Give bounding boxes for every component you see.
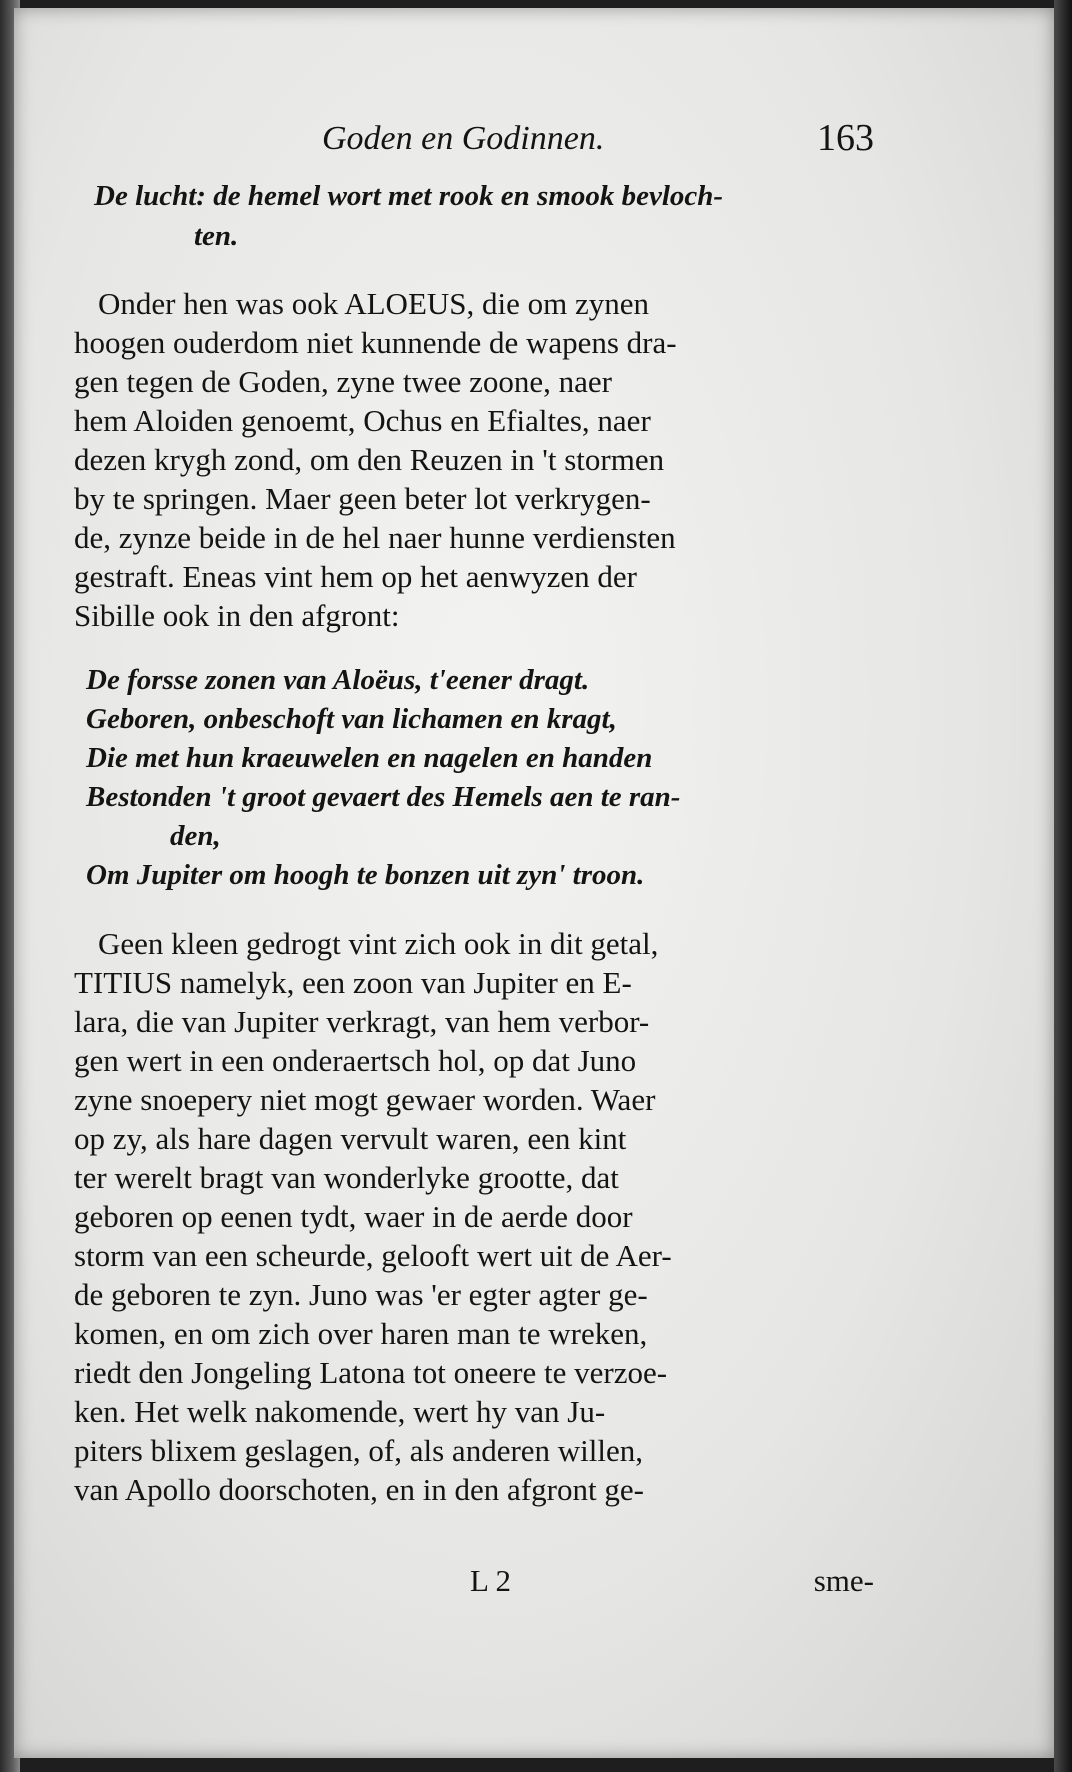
prose-line: de, zynze beide in de hel naer hunne verdiensten	[74, 520, 676, 555]
prose-line: op zy, als hare dagen vervult waren, een kint	[74, 1121, 627, 1156]
catchword: sme-	[813, 1563, 874, 1598]
prose-line: komen, en om zich over haren man te wreken,	[74, 1316, 648, 1351]
prose-line: gestraft. Eneas vint hem op het aenwyzen der	[74, 559, 637, 594]
verse-line: Bestonden 't groot gevaert des Hemels aen te ran-	[86, 781, 681, 813]
prose-line: van Apollo doorschoten, en in den afgront ge-	[74, 1472, 644, 1507]
prose-line: de geboren te zyn. Juno was 'er egter agter ge-	[74, 1277, 648, 1312]
page-edge-shadow	[1054, 0, 1072, 1772]
signature-mark: L 2	[470, 1563, 512, 1598]
verse-line: Geboren, onbeschoft van lichamen en kragt,	[86, 703, 617, 735]
page-number: 163	[817, 117, 874, 159]
prose-line: dezen krygh zond, om den Reuzen in 't stormen	[74, 442, 665, 477]
verse-line: ten.	[194, 220, 239, 252]
verse-line: Om Jupiter om hoogh te bonzen uit zyn' troon.	[86, 859, 645, 891]
book-page	[14, 8, 1054, 1758]
prose-line: gen tegen de Goden, zyne twee zoone, naer	[74, 364, 612, 399]
prose-line: piters blixem geslagen, of, als anderen willen,	[74, 1433, 644, 1468]
prose-line: gen wert in een onderaertsch hol, op dat Juno	[74, 1043, 637, 1078]
prose-line: storm van een scheurde, gelooft wert uit de Aer-	[74, 1238, 672, 1273]
prose-line: Sibille ook in den afgront:	[74, 598, 400, 633]
prose-line: riedt den Jongeling Latona tot oneere te verzoe-	[74, 1355, 668, 1390]
prose-line: hem Aloiden genoemt, Ochus en Efialtes, naer	[74, 403, 651, 438]
running-head-title: Goden en Godinnen.	[322, 120, 605, 157]
verse-line: den,	[170, 820, 221, 852]
prose-line: by te springen. Maer geen beter lot verkrygen-	[74, 481, 651, 516]
running-head	[74, 117, 874, 170]
prose-line: TITIUS namelyk, een zoon van Jupiter en E-	[74, 965, 632, 1000]
prose-line: geboren op eenen tydt, waer in de aerde door	[74, 1199, 633, 1234]
prose-line: lara, die van Jupiter verkragt, van hem verbor-	[74, 1004, 650, 1039]
prose-line: ter werelt bragt van wonderlyke grootte, dat	[74, 1160, 619, 1195]
verse-line: De forsse zonen van Aloëus, t'eener dragt.	[86, 664, 590, 696]
verse-line: De lucht: de hemel wort met rook en smook bevloch-	[94, 180, 724, 212]
prose-line: Onder hen was ook ALOEUS, die om zynen	[98, 286, 650, 321]
prose-line: ken. Het welk nakomende, wert hy van Ju-	[74, 1394, 606, 1429]
prose-line: hoogen ouderdom niet kunnende de wapens dra-	[74, 325, 677, 360]
prose-line: zyne snoepery niet mogt gewaer worden. Waer	[74, 1082, 656, 1117]
verse-line: Die met hun kraeuwelen en nagelen en handen	[86, 742, 653, 774]
prose-line: Geen kleen gedrogt vint zich ook in dit getal,	[98, 926, 659, 961]
